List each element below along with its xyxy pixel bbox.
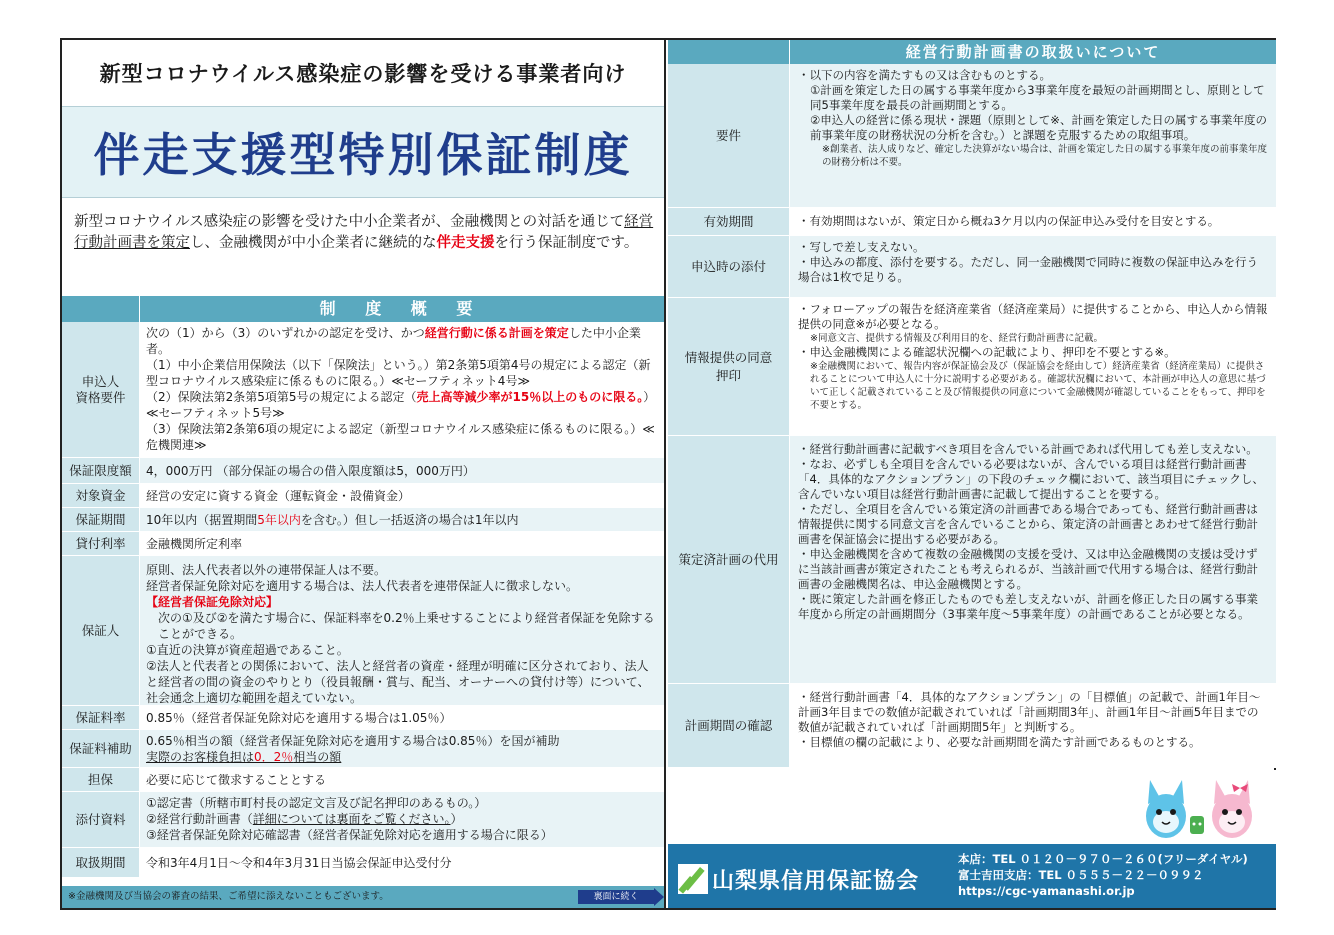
text: ・申込金融機関による確認状況欄への記載により、押印を不要とする※。 [798, 345, 1176, 359]
text: ・以下の内容を満たすもの又は含むものとする。 [798, 68, 1051, 82]
text: ・ただし、全項目を含んでいる策定済の計画書である場合であっても、経営行動計画書は情報提供に関する同意文言を含んでいることから、策定済の計画書とあわせて経営行動計画書を保証協会に提出する必要がある。 [798, 502, 1258, 546]
text: ）≪セーフティネット5号≫ [146, 390, 656, 420]
table-header-title: 経営行動計画書の取扱いについて [905, 43, 1161, 61]
text: ①計画を策定した日の属する事業年度から3事業年度を最短の計画期間とし、原則として同5事業年度を最長の計画期間とする。 [810, 83, 1265, 112]
table-row-period-confirm [668, 684, 1276, 768]
row-label: 対象資金 [62, 484, 140, 507]
row-label: 策定済計画の代用 [668, 436, 790, 683]
row-value [790, 684, 1276, 767]
row-label: 保証料補助 [62, 730, 140, 767]
intro-text [62, 198, 664, 296]
row-value [140, 322, 664, 457]
row-label: 申込時の添付 [668, 236, 790, 297]
table-row-limit [62, 458, 664, 484]
text: ・なお、必ずしも全項目を含んでいる必要はないが、含んでいる項目は経営行動計画書「4．具体的なアクションプラン」の下段のチェック欄において、該当項目にチェックし、含んでいない項目は経営行動計画書に記載して提出することを要する。 [798, 457, 1264, 501]
text: 原則、法人代表者以外の連帯保証人は不要。 [146, 563, 387, 577]
text: ③経営者保証免除対応確認書（経営者保証免除対応を適用する場合に限る） [146, 828, 553, 842]
text-underline: 詳細については裏面をご覧ください。 [252, 812, 451, 826]
text: ・申込みの都度、添付を要する。ただし、同一金融機関で同時に複数の保証申込みを行う場合は1枚で足りる。 [798, 255, 1258, 284]
row-label: 申込人 資格要件 [62, 322, 140, 457]
table-row-rate [62, 532, 664, 556]
text: 次の①及び②を満たす場合に、保証料率を0.2％上乗せすることにより経営者保証を免除することができる。 [158, 611, 655, 641]
intro-highlight: 伴走支援 [436, 235, 495, 251]
table-row-period [62, 508, 664, 532]
text: ・経営行動計画書に記載すべき項目を含んでいる計画であれば代用しても差し支えない。 [798, 442, 1258, 456]
text-red: 5年以内 [257, 512, 301, 527]
text: した中小企業者。 [146, 326, 641, 356]
text: ①認定書（所轄市町村長の認定文言及び記名押印のあるもの。） [146, 796, 487, 810]
text-red: 0．2％ [254, 750, 294, 764]
table-row-substitute [668, 436, 1276, 684]
intro-part: 新型コロナウイルス感染症の影響を受けた中小企業者が、金融機関との対話を通じて [74, 214, 625, 230]
row-label: 添付資料 [62, 792, 140, 847]
row-value: 令和3年4月1日～令和4年3月31日当協会保証申込受付分 [140, 848, 664, 877]
text: ・既に策定した計画を修正したものでも差し支えないが、計画を修正した日の属する事業年度から所定の計画期間分（3事業年度～5事業年度）の計画であることが必要となる。 [798, 592, 1258, 621]
row-label: 保証期間 [62, 508, 140, 531]
row-label: 情報提供の同意 押印 [668, 298, 790, 435]
text: ・フォローアップの報告を経済産業省（経済産業局）に提供することから、申込人から情報提供の同意※が必要となる。 [798, 302, 1268, 331]
row-value: ・有効期間はないが、策定日から概ね3ケ月以内の保証申込み受付を目安とする。 [790, 208, 1276, 235]
row-value: 金融機関所定利率 [140, 532, 664, 555]
row-label: 保証限度額 [62, 458, 140, 483]
right-panel [668, 40, 1276, 908]
row-label: 要件 [668, 64, 790, 207]
row-value [140, 730, 664, 767]
row-value [790, 436, 1276, 683]
note: ※創業者、法人成りなど、確定した決算がない場合は、計画を策定した日の属する事業年度の前事業年度の財務分析は不要。 [822, 144, 1267, 168]
row-value [790, 64, 1276, 207]
row-value: 必要に応じて徴求することとする [140, 768, 664, 791]
intro-part: し、金融機関が中小企業者に継続的な [190, 235, 437, 251]
table-row-funds [62, 484, 664, 508]
table-row-guarantor [62, 556, 664, 706]
row-value [140, 792, 664, 847]
text: 10年以内（据置期間 [146, 512, 258, 527]
note: ※金融機関において、報告内容が保証協会及び（保証協会を経由して）経済産業省（経済産業局）に提供されることについて申込人に十分に説明する必要がある。確認状況欄において、本計画が申込人の意思に基づいて正しく記載されていること及び情報提供の同意について金融機関が確認していることをもって、押印を不要とする。 [810, 361, 1266, 411]
text: ・目標値の欄の記載により、必要な計画期間を満たす計画であるものとする。 [798, 735, 1201, 749]
row-label: 保証料率 [62, 706, 140, 729]
text: 経営者保証免除対応を適用する場合は、法人代表者を連帯保証人に徴求しない。 [146, 579, 579, 593]
text: 次の（1）から（3）のいずれかの認定を受け、かつ [146, 326, 425, 340]
note: ※同意文言、提供する情報及び利用目的を、経営行動計画書に記載。 [810, 333, 1103, 344]
text: ） [450, 812, 463, 826]
text-red: 経営行動に係る計画を策定 [424, 326, 569, 340]
row-value [140, 508, 664, 531]
contact-footer [668, 844, 1276, 908]
row-value [140, 556, 664, 705]
website-link[interactable]: https://cgc-yamanashi.or.jp [958, 884, 1135, 898]
text-red: 【経営者保証免除対応】 [146, 595, 279, 609]
left-footnote-bar [62, 886, 664, 908]
row-label: 貸付利率 [62, 532, 140, 555]
text-red: 売上高等減少率が15％以上のものに限る。 [416, 390, 644, 404]
row-value [790, 236, 1276, 297]
main-title: 伴走支援型特別保証制度 [62, 106, 664, 198]
subtitle: 新型コロナウイルス感染症の影響を受ける事業者向け [62, 40, 664, 106]
row-value [790, 298, 1276, 435]
text: ・写しで差し支えない。 [798, 240, 925, 254]
table-row-subsidy [62, 730, 664, 768]
table-header [62, 296, 664, 322]
contact-branch: 富士吉田支店：TEL ０５５５－２２－０９９２ [958, 868, 1204, 882]
row-value: 0.85％（経営者保証免除対応を適用する場合は1.05％） [140, 706, 664, 729]
table-header [668, 40, 1276, 64]
flyer-sheet [60, 38, 1276, 910]
text: ・経営行動計画書「4．具体的なアクションプラン」の「目標値」の記載で、計画1年目～計画3年目までの数値が記載されていれば「計画期間3年」、計画1年目～計画5年目までの数値が記載されていれば「計画期間5年」と判断する。 [798, 690, 1261, 734]
left-panel [62, 40, 666, 908]
text: 0.65％相当の額（経営者保証免除対応を適用する場合は0.85％）を国が補助 [146, 734, 560, 748]
intro-underline: 経営行動計画書を策定 [74, 214, 654, 251]
table-row-fee [62, 706, 664, 730]
text: （2）保険法第2条第5項第5号の規定による認定（ [146, 390, 417, 404]
text: 実際のお客様負担は [146, 750, 255, 764]
organization-name: 山梨県信用保証協会 [712, 869, 920, 894]
table-row-requirements [668, 64, 1276, 208]
table-row-handling [62, 848, 664, 878]
footnote: ※金融機関及び当協会の審査の結果、ご希望に添えないこともございます。 [68, 891, 389, 902]
continue-next-button[interactable]: 裏面に続く [578, 890, 654, 904]
row-label: 有効期間 [668, 208, 790, 235]
text: を含む。）但し一括返済の場合は1年以内 [300, 512, 519, 527]
table-row-docs [62, 792, 664, 848]
intro-part: を行う保証制度です。 [494, 235, 639, 251]
table-header-title: 制 度 概 要 [319, 299, 485, 318]
row-value: 4，000万円 （部分保証の場合の借入限度額は5，000万円） [140, 458, 664, 483]
row-label: 取扱期間 [62, 848, 140, 877]
system-overview-table [62, 296, 664, 878]
text: ②法人と代表者との関係において、法人と経営者の資産・経理が明確に区分されており、法人と経営者の間の資金のやりとり（役員報酬・賞与、配当、オーナーへの貸付け等）について、社会通念上適切な範囲を超えていない。 [146, 659, 650, 705]
table-row-attachment [668, 236, 1276, 298]
contact-main-office: 本店：TEL ０１２０－９７０－２６０(フリーダイヤル) [958, 852, 1248, 866]
contact-info [958, 851, 1248, 899]
text: 相当の額 [293, 750, 342, 764]
row-label: 計画期間の確認 [668, 684, 790, 767]
text: （3）保険法第2条第6項の規定による認定（新型コロナウイルス感染症に係るものに限る。）≪危機関連≫ [146, 422, 655, 452]
table-row-applicant [62, 322, 664, 458]
mascot-area [668, 770, 1276, 844]
table-row-valid-period [668, 208, 1276, 236]
text: （1）中小企業信用保険法（以下「保険法」という。）第2条第5項第4号の規定による認定（新型コロナウイルス感染症に係るものに限る。）≪セーフティネット4号≫ [146, 358, 651, 388]
row-label: 保証人 [62, 556, 140, 705]
table-row-collateral [62, 768, 664, 792]
text: ②申込人の経営に係る現状・課題（原則として※、計画を策定した日の属する事業年度の前事業年度の財務状況の分析を含む。）と課題を克服するための取組事項。 [810, 113, 1267, 142]
text: ・申込金融機関を含めて複数の金融機関の支援を受け、又は申込金融機関の支援は受けずに当該計画書が策定されたことも考えられるが、当該計画で代用する場合は、経営行動計画書の金融機関名は、申込金融機関とする。 [798, 547, 1258, 591]
row-label: 担保 [62, 768, 140, 791]
text: ①直近の決算が資産超過であること。 [146, 643, 349, 657]
row-value: 経営の安定に資する資金（運転資金・設備資金） [140, 484, 664, 507]
table-row-consent [668, 298, 1276, 436]
text: ②経営行動計画書（ [146, 812, 253, 826]
mascot-illustration [1136, 776, 1266, 844]
association-logo-icon [678, 864, 708, 894]
